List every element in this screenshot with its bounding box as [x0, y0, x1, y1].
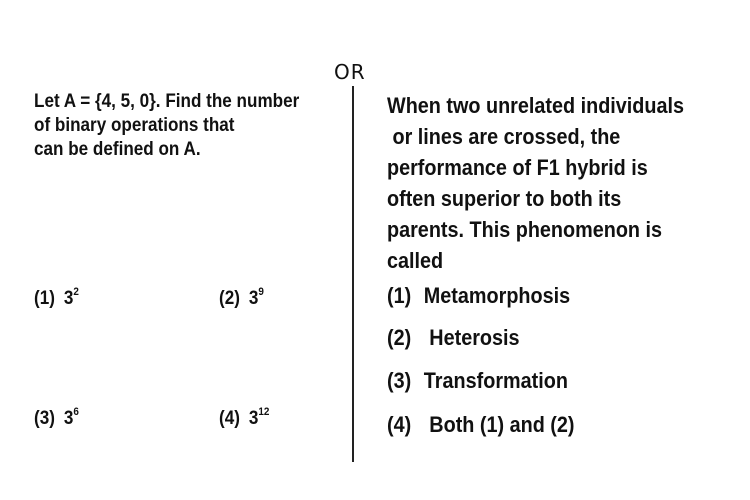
right-question-line: or lines are crossed, the [387, 124, 621, 149]
option-text: Transformation [423, 368, 568, 393]
column-divider [352, 86, 354, 462]
option-text: Metamorphosis [423, 283, 571, 308]
right-option-3[interactable] [387, 368, 568, 394]
option-number: (2) [387, 325, 412, 350]
right-question [387, 92, 693, 278]
right-question-line: When two unrelated individuals [387, 93, 685, 118]
option-base: 3 [63, 288, 74, 309]
right-option-2[interactable] [387, 325, 520, 351]
option-text: Both (1) and (2) [423, 412, 575, 437]
left-option-3[interactable] [34, 406, 79, 430]
left-option-2[interactable] [219, 286, 264, 310]
left-question-line: of binary operations that [34, 115, 235, 136]
option-value [249, 406, 270, 430]
option-value [64, 286, 79, 310]
right-question-line: parents. This phenomenon is [387, 217, 663, 242]
option-exponent: 6 [73, 406, 79, 418]
left-question-line: can be defined on A. [34, 139, 201, 160]
option-text: Heterosis [423, 325, 520, 350]
option-number: (3) [34, 408, 55, 429]
option-base: 3 [63, 408, 74, 429]
option-number: (2) [219, 288, 240, 309]
option-number: (1) [34, 288, 55, 309]
right-option-4[interactable] [387, 412, 574, 438]
right-question-line: called [387, 248, 444, 273]
option-exponent: 2 [73, 286, 79, 298]
right-option-1[interactable] [387, 283, 570, 309]
option-number: (4) [219, 408, 240, 429]
option-base: 3 [248, 288, 259, 309]
left-question-line: Let A = {4, 5, 0}. Find the number [34, 91, 300, 112]
left-option-4[interactable] [219, 406, 269, 430]
option-value [64, 406, 79, 430]
option-exponent: 12 [258, 406, 270, 418]
option-value [249, 286, 264, 310]
or-separator: OR [334, 60, 366, 84]
left-question [34, 90, 318, 162]
option-exponent: 9 [258, 286, 264, 298]
option-base: 3 [248, 408, 259, 429]
right-question-line: performance of F1 hybrid is [387, 155, 648, 180]
right-question-line: often superior to both its [387, 186, 622, 211]
option-number: (1) [387, 283, 412, 308]
left-option-1[interactable] [34, 286, 79, 310]
option-number: (3) [387, 368, 412, 393]
option-number: (4) [387, 412, 412, 437]
